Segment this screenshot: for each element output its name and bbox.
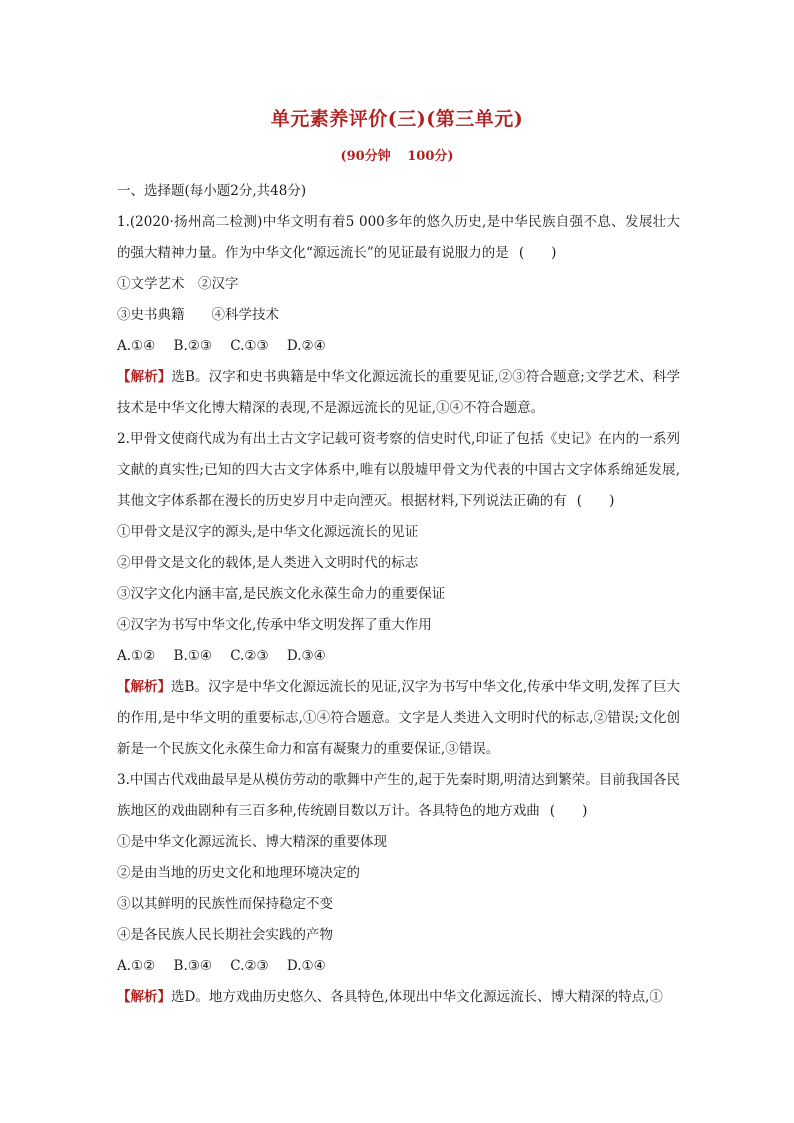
question-3-options — [117, 951, 680, 982]
question-3-item: ①是中华文化源远流长、博大精深的重要体现 — [117, 834, 387, 850]
question-2-analysis — [117, 672, 680, 765]
exam-info — [0, 145, 794, 164]
question-3-item: ②是由当地的历史文化和地理环境决定的 — [117, 865, 360, 881]
question-1-item: ③史书典籍 ④科学技术 — [117, 307, 279, 323]
analysis-text: 选B。汉字是中华文化源远流长的见证,汉字为书写中华文化,传承中华文明,发挥了巨大的作用,是中华文明的重要标志,①④符合题意。文字是人类进入文明时代的标志,②错误;文化创新是一个民族文化永葆生命力和富有凝聚力的重要保证,③错误。 — [117, 679, 681, 757]
option-a: A.①② — [117, 958, 156, 974]
exam-score: 100分) — [407, 149, 454, 164]
option-a: A.①② — [117, 648, 156, 664]
analysis-tag: 【解析】 — [117, 989, 171, 1005]
section-heading: 一、选择题(每小题2分,共48分) — [117, 183, 307, 199]
exam-time: (90分钟 — [340, 149, 391, 164]
analysis-tag: 【解析】 — [117, 369, 172, 385]
question-2-text: 2.甲骨文使商代成为有出土古文字记载可资考察的信史时代,印证了包括《史记》在内的一系列文献的真实性;已知的四大古文字体系中,唯有以殷墟甲骨文为代表的中国古文字体系绵延发展,其他文字体系都在漫长的历史岁月中走向湮灭。根据材料,下列说法正确的有 — [117, 431, 680, 509]
question-2-item: ③汉字文化内涵丰富,是民族文化永葆生命力的重要保证 — [117, 586, 446, 602]
option-c: C.②③ — [230, 958, 269, 974]
question-3-item: ③以其鲜明的民族性而保持稳定不变 — [117, 896, 333, 912]
question-3-text: 3.中国古代戏曲最早是从模仿劳动的歌舞中产生的,起于先秦时期,明清达到繁荣。目前我国各民族地区的戏曲剧种有三百多种,传统剧目数以万计。各具特色的地方戏曲 — [117, 772, 680, 819]
option-a: A.①④ — [117, 338, 156, 354]
option-b: B.②③ — [173, 338, 212, 354]
page-title: 单元素养评价(三)(第三单元) — [270, 108, 524, 130]
question-2-item: ②甲骨文是文化的载体,是人类进入文明时代的标志 — [117, 555, 419, 571]
option-b: B.③④ — [173, 958, 212, 974]
analysis-text: 选D。地方戏曲历史悠久、各具特色,体现出中华文化源远流长、博大精深的特点,① — [171, 989, 663, 1005]
question-1-analysis — [117, 362, 680, 424]
option-d: D.③④ — [286, 648, 326, 664]
option-d: D.②④ — [286, 338, 326, 354]
option-c: C.②③ — [230, 648, 269, 664]
question-2-stem — [117, 424, 680, 517]
analysis-tag: 【解析】 — [117, 679, 172, 695]
option-b: B.①④ — [173, 648, 212, 664]
question-2-item: ①甲骨文是汉字的源头,是中华文化源远流长的见证 — [117, 524, 419, 540]
option-c: C.①③ — [230, 338, 269, 354]
question-1-text: 1.(2020·扬州高二检测)中华文明有着5 000多年的悠久历史,是中华民族自强不息、发展壮大的强大精神力量。作为中华文化“源远流长”的见证最有说服力的是 — [117, 214, 680, 261]
question-1-item: ①文学艺术 ②汉字 — [117, 276, 239, 292]
question-2-options — [117, 641, 680, 672]
answer-blank: ( ) — [518, 245, 557, 261]
question-1-stem — [117, 207, 680, 269]
option-d: D.①④ — [286, 958, 326, 974]
answer-blank: ( ) — [549, 803, 588, 819]
question-list — [117, 176, 680, 1013]
question-3-stem — [117, 765, 680, 827]
question-3-item: ④是各民族人民长期社会实践的产物 — [117, 927, 333, 943]
analysis-text: 选B。汉字和史书典籍是中华文化源远流长的重要见证,②③符合题意;文学艺术、科学技术是中华文化博大精深的表现,不是源远流长的见证,①④不符合题意。 — [117, 369, 680, 416]
question-3-analysis — [117, 982, 680, 1013]
answer-blank: ( ) — [576, 493, 615, 509]
question-2-item: ④汉字为书写中华文化,传承中华文明发挥了重大作用 — [117, 617, 432, 633]
question-1-options — [117, 331, 680, 362]
